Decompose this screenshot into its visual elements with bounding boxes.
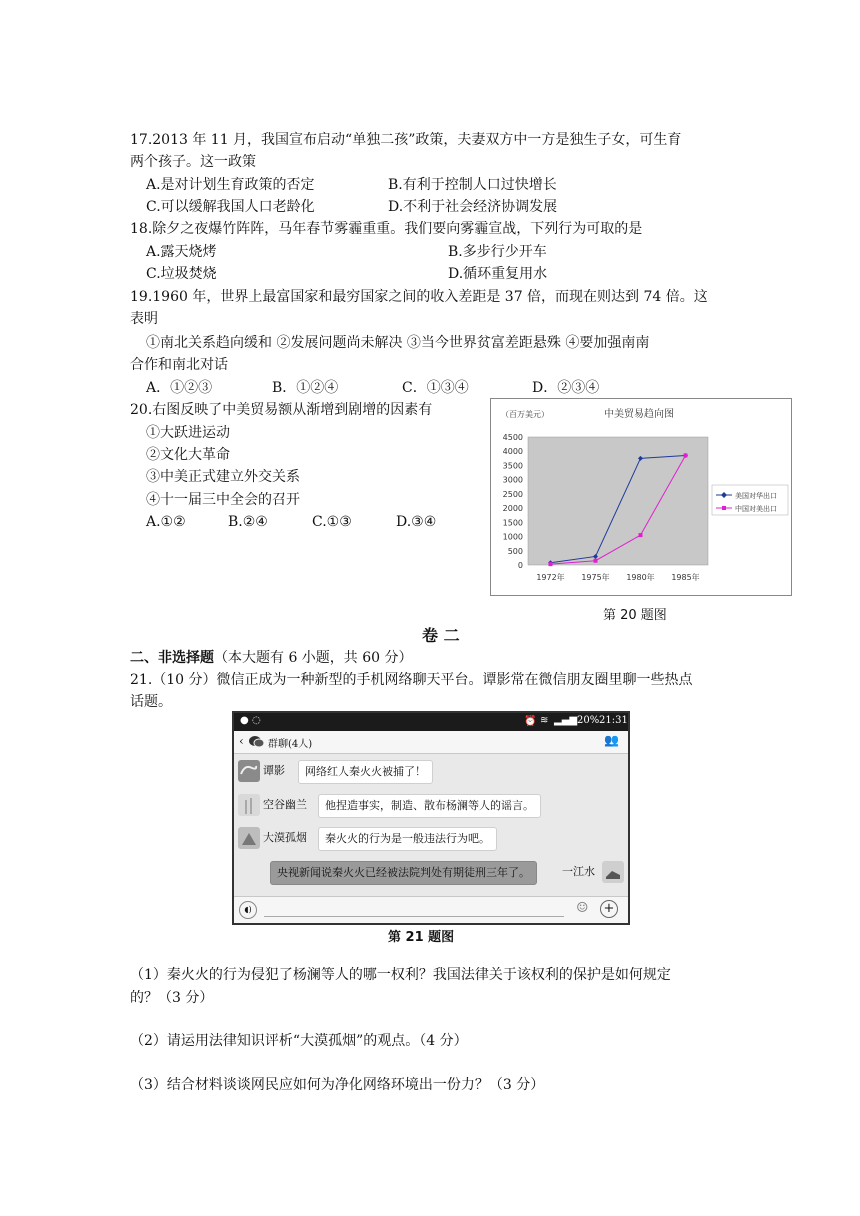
- x-tick-label: 1980年: [626, 573, 655, 582]
- sender-name: 大漠孤烟: [263, 831, 307, 844]
- q19-stem-line2: 表明: [130, 311, 158, 327]
- q17-stem-line2: 两个孩子。这一政策: [130, 154, 256, 170]
- x-tick-label: 1972年: [536, 573, 565, 582]
- q18-option-c: C.垃圾焚烧: [146, 266, 217, 282]
- q19-option-d: D．②③④: [532, 380, 600, 396]
- battery-level: 20%: [577, 715, 600, 726]
- data-point: [594, 559, 598, 563]
- q21-stem-line1: 21.（10 分）微信正成为一种新型的手机网络聊天平台。谭影常在微信朋友圈里聊一些热点: [130, 672, 693, 688]
- avatar[interactable]: [238, 760, 260, 782]
- message-bubble[interactable]: 网络红人秦火火被捕了！: [298, 760, 433, 784]
- q21-stem-line2: 话题。: [130, 694, 172, 710]
- group-title: 群聊(4人): [268, 739, 313, 750]
- section-heading-note: （本大题有 6 小题，共 60 分）: [214, 650, 413, 666]
- message-bubble[interactable]: 他捏造事实，制造、散布杨澜等人的谣言。: [318, 794, 541, 818]
- signal-icon: ▂▄▆: [554, 715, 578, 726]
- q19-stem-line1: 19.1960 年，世界上最富国家和最穷国家之间的收入差距是 37 倍，而现在则达到 74 倍。这: [130, 289, 708, 305]
- q20-stem: 20.右图反映了中美贸易额从渐增到剧增的因素有: [130, 402, 433, 418]
- q21-sub2: （2）请运用法律知识评析“大漠孤烟”的观点。（4 分）: [130, 1033, 468, 1049]
- legend-label: 中国对美出口: [735, 505, 777, 513]
- y-tick-label: 2500: [502, 489, 523, 499]
- sender-name: 空谷幽兰: [263, 798, 307, 811]
- q18-option-a: A.露天烧烤: [146, 244, 217, 260]
- q21-figure-caption: 第 21 题图: [388, 930, 455, 945]
- q19-option-c: C．①③④: [402, 380, 469, 396]
- chat-input-bar: [234, 896, 628, 923]
- section-title: 卷 二: [422, 626, 460, 645]
- q19-option-a: A．①②③: [146, 380, 213, 396]
- y-tick-label: 2000: [502, 504, 523, 514]
- y-tick-label: 3000: [502, 475, 523, 485]
- q17-stem-line1: 17.2013 年 11 月，我国宣布启动“单独二孩”政策，夫妻双方中一方是独生子女，可生育: [130, 132, 682, 148]
- q20-item-2: ②文化大革命: [146, 447, 230, 463]
- avatar[interactable]: [238, 794, 260, 816]
- q20-item-3: ③中美正式建立外交关系: [146, 469, 300, 485]
- back-chevron-icon[interactable]: ‹: [239, 734, 244, 748]
- status-time: 21:31: [599, 715, 628, 726]
- chart-title: 中美贸易趋向图: [604, 409, 674, 420]
- avatar[interactable]: [602, 861, 624, 883]
- q21-sub3: （3）结合材料谈谈网民应如何为净化网络环境出一份力？（3 分）: [130, 1077, 545, 1093]
- chat-message: [238, 760, 628, 784]
- y-tick-label: 500: [507, 546, 523, 556]
- x-tick-label: 1975年: [581, 573, 610, 582]
- legend-label: 美国对华出口: [735, 492, 777, 500]
- chat-message: [238, 827, 628, 851]
- q20-option-a: A.①②: [146, 514, 186, 530]
- q19-stem-line3: ①南北关系趋向缓和 ②发展问题尚未解决 ③当今世界贫富差距悬殊 ④要加强南南: [146, 335, 650, 351]
- y-tick-label: 1000: [502, 532, 523, 542]
- data-point: [684, 453, 688, 457]
- y-tick-label: 0: [517, 561, 523, 570]
- data-point: [549, 562, 553, 566]
- q17-option-a: A.是对计划生育政策的否定: [146, 177, 315, 193]
- q18-option-b: B.多步行少开车: [448, 244, 547, 260]
- y-tick-label: 3500: [502, 461, 523, 471]
- q18-option-d: D.循环重复用水: [448, 266, 548, 282]
- message-input[interactable]: [264, 916, 564, 917]
- x-tick-label: 1985年: [671, 573, 700, 582]
- sender-name: 一江水: [562, 865, 595, 878]
- sender-name: 谭影: [263, 764, 285, 777]
- chat-title-bar: [234, 731, 628, 754]
- chat-message: [238, 794, 628, 818]
- q21-sub1-line2: 的？（3 分）: [130, 990, 214, 1006]
- q21-sub1-line1: （1）秦火火的行为侵犯了杨澜等人的哪一权利？我国法律关于该权利的保护是如何规定: [130, 967, 671, 983]
- y-tick-label: 1500: [502, 518, 523, 528]
- trade-chart: [490, 398, 792, 596]
- legend-marker: [722, 506, 726, 510]
- message-bubble-self[interactable]: 央视新闻说秦火火已经被法院判处有期徒刑三年了。: [270, 861, 537, 885]
- section-heading: 二、非选择题: [130, 650, 214, 666]
- data-point: [639, 533, 643, 537]
- avatar[interactable]: [238, 827, 260, 849]
- wechat-icon: [249, 735, 264, 748]
- chat-message-self: [238, 861, 628, 885]
- wechat-screenshot: [232, 711, 630, 925]
- q17-option-b: B.有利于控制人口过快增长: [388, 177, 557, 193]
- q20-option-b: B.②④: [228, 514, 268, 530]
- q20-option-c: C.①③: [312, 514, 352, 530]
- status-notify-icon: ◌: [252, 715, 261, 726]
- q19-stem-line4: 合作和南北对话: [130, 357, 228, 373]
- group-members-icon[interactable]: 👥: [604, 733, 619, 747]
- wifi-icon: ≋: [540, 715, 549, 726]
- q17-option-c: C.可以缓解我国人口老龄化: [146, 199, 315, 215]
- q20-figure-caption: 第 20 题图: [603, 608, 667, 623]
- q20-option-d: D.③④: [396, 514, 437, 530]
- emoji-icon[interactable]: ☺: [576, 900, 589, 916]
- status-app-icon: ●: [240, 715, 249, 726]
- q19-option-b: B．①②④: [272, 380, 339, 396]
- q17-option-d: D.不利于社会经济协调发展: [388, 199, 558, 215]
- alarm-icon: ⏰: [524, 716, 537, 727]
- section-heading-line: [130, 648, 413, 668]
- plus-icon[interactable]: +: [600, 900, 618, 918]
- y-tick-label: 4500: [502, 433, 523, 442]
- y-tick-label: 4000: [502, 447, 523, 457]
- trade-chart-svg: [491, 399, 791, 595]
- message-bubble[interactable]: 秦火火的行为是一般违法行为吧。: [318, 827, 497, 851]
- q20-item-4: ④十一届三中全会的召开: [146, 492, 300, 508]
- legend-marker: [721, 492, 727, 498]
- q20-item-1: ①大跃进运动: [146, 425, 230, 441]
- voice-icon[interactable]: ◖): [239, 901, 257, 919]
- q18-stem: 18.除夕之夜爆竹阵阵，马年春节雾霾重重。我们要向雾霾宣战，下列行为可取的是: [130, 221, 643, 237]
- chart-ylabel: （百万美元）: [501, 410, 549, 419]
- phone-status-bar: [234, 713, 628, 731]
